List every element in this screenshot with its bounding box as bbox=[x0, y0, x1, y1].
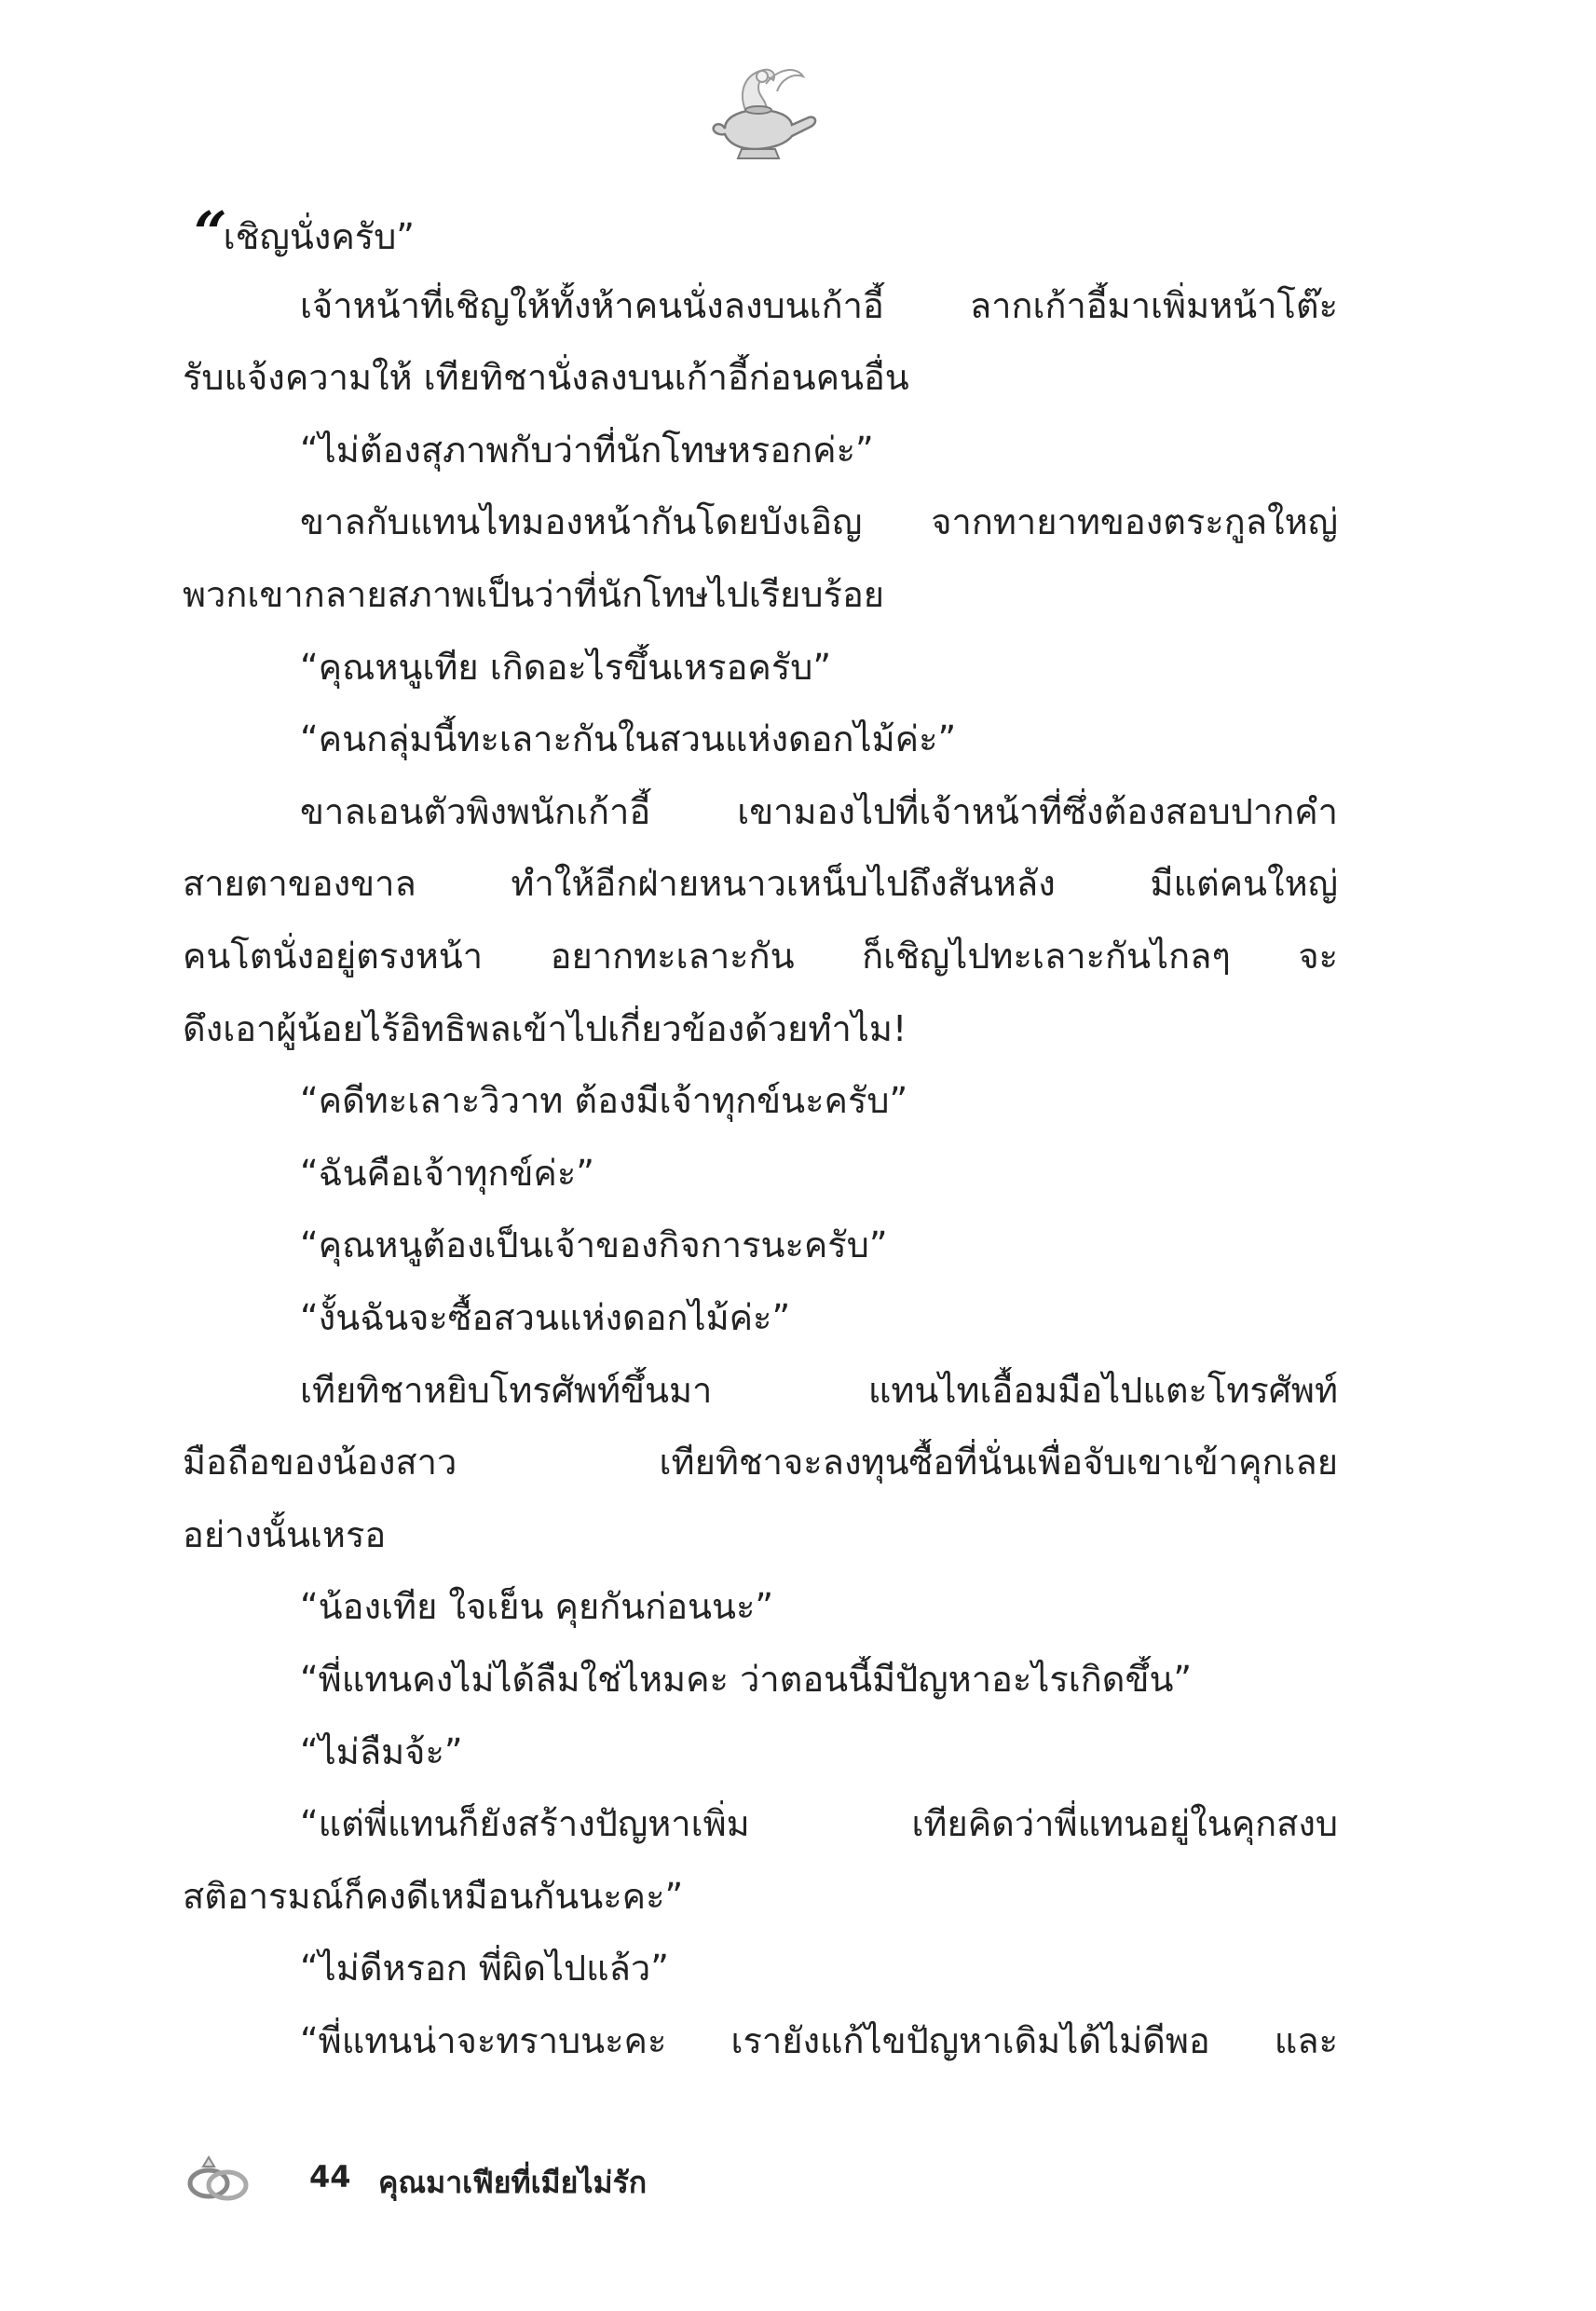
text-line bbox=[183, 499, 1338, 545]
text-line-content: “คุณหนูต้องเป็นเจ้าของกิจการนะครับ” bbox=[300, 1224, 888, 1266]
text-line-content: “คนกลุ่มนี้ทะเลาะกันในสวนแห่งดอกไม้ค่ะ” bbox=[300, 718, 957, 760]
text-line-content: “งั้นฉันจะซื้อสวนแห่งดอกไม้ค่ะ” bbox=[300, 1297, 791, 1338]
text-line-content: เจ้าหน้าที่เชิญให้ทั้งห้าคนนั่งลงบนเก้าอี้ ลากเก้าอี้มาเพิ่มหน้าโต๊ะ bbox=[300, 284, 1338, 326]
text-line-content: “แต่พี่แทนก็ยังสร้างปัญหาเพิ่ม เทียคิดว่าพี่แทนอยู่ในคุกสงบ bbox=[300, 1803, 1338, 1845]
text-line-content: “คุณหนูเทีย เกิดอะไรขึ้นเหรอครับ” bbox=[300, 646, 832, 688]
text-line bbox=[183, 860, 1338, 907]
text-line-content: สายตาของขาล ทำให้อีกฝ่ายหนาวเหน็บไปถึงสันหลัง มีแต่คนใหญ่ bbox=[183, 863, 1338, 905]
text-line-content: สติอารมณ์ก็คงดีเหมือนกันนะคะ” bbox=[183, 1875, 684, 1917]
genie-lamp-icon bbox=[688, 56, 827, 168]
text-line-content: ขาลเอนตัวพิงพนักเก้าอี้ เขามองไปที่เจ้าหน้าที่ซึ่งต้องสอบปากคำ bbox=[300, 790, 1338, 832]
text-line-content: “ไม่ดีหรอก พี่ผิดไปแล้ว” bbox=[300, 1948, 669, 1990]
text-line-content: รับแจ้งความให้ เทียทิชานั่งลงบนเก้าอี้ก่อนคนอื่น bbox=[183, 357, 909, 399]
text-line bbox=[183, 1367, 1338, 1414]
text-line bbox=[183, 210, 1338, 260]
text-line bbox=[183, 1656, 1338, 1702]
page-number: 44 bbox=[309, 2159, 351, 2195]
page-footer bbox=[183, 2148, 835, 2204]
text-line bbox=[183, 1222, 1338, 1268]
text-line bbox=[183, 427, 1338, 473]
text-line-content: พวกเขากลายสภาพเป็นว่าที่นักโทษไปเรียบร้อย bbox=[183, 574, 885, 615]
text-line bbox=[183, 2017, 1338, 2064]
text-line-content: “ไม่ลืมจ้ะ” bbox=[300, 1730, 463, 1772]
text-line bbox=[183, 1077, 1338, 1124]
text-line-content: “พี่แทนคงไม่ได้ลืมใช่ไหมคะ ว่าตอนนี้มีปัญหาอะไรเกิดขึ้น” bbox=[300, 1659, 1193, 1700]
text-line-content: “ฉันคือเจ้าทุกข์ค่ะ” bbox=[300, 1152, 594, 1194]
text-line bbox=[183, 1511, 1338, 1558]
text-line bbox=[183, 716, 1338, 762]
text-line bbox=[183, 1150, 1338, 1197]
text-line bbox=[183, 1439, 1338, 1485]
text-line bbox=[183, 933, 1338, 979]
text-line-content: ขาลกับแทนไทมองหน้ากันโดยบังเอิญ จากทายาทของตระกูลใหญ่ bbox=[300, 501, 1338, 543]
text-line bbox=[183, 1005, 1338, 1052]
text-line bbox=[183, 788, 1338, 835]
text-line-content: “คดีทะเลาะวิวาท ต้องมีเจ้าทุกข์นะครับ” bbox=[300, 1080, 908, 1122]
text-line-content: “ไม่ต้องสุภาพกับว่าที่นักโทษหรอกค่ะ” bbox=[300, 429, 874, 471]
text-line-content: มือถือของน้องสาว เทียทิชาจะลงทุนซื้อที่นั่นเพื่อจับเขาเข้าคุกเลย bbox=[183, 1442, 1338, 1484]
text-line bbox=[183, 1729, 1338, 1775]
text-line-content: เทียทิชาหยิบโทรศัพท์ขึ้นมา แทนไทเอื้อมมือไปแตะโทรศัพท์ bbox=[300, 1369, 1338, 1411]
text-line bbox=[183, 1294, 1338, 1341]
text-line bbox=[183, 282, 1338, 329]
text-line-content: “พี่แทนน่าจะทราบนะคะ เรายังแก้ไขปัญหาเดิมได้ไม่ดีพอ และ bbox=[300, 2020, 1338, 2061]
book-title: คุณมาเฟียที่เมียไม่รัก bbox=[378, 2165, 648, 2200]
text-line-content: “น้องเทีย ใจเย็น คุยกันก่อนนะ” bbox=[300, 1586, 774, 1628]
wedding-rings-icon bbox=[183, 2148, 253, 2204]
text-line bbox=[183, 571, 1338, 618]
text-line-content: อย่างนั้นเหรอ bbox=[183, 1513, 387, 1555]
text-line-content: คนโตนั่งอยู่ตรงหน้า อยากทะเลาะกัน ก็เชิญไปทะเลาะกันไกลๆ จะ bbox=[183, 936, 1338, 977]
text-line bbox=[183, 1945, 1338, 1991]
opening-quote-mark: “ bbox=[194, 210, 224, 260]
text-line bbox=[183, 644, 1338, 691]
text-line bbox=[183, 354, 1338, 401]
text-line-content: เชิญนั่งครับ” bbox=[223, 216, 415, 257]
text-line bbox=[183, 1583, 1338, 1630]
text-line-content: ดึงเอาผู้น้อยไร้อิทธิพลเข้าไปเกี่ยวข้องด้วยทำไม! bbox=[183, 1007, 907, 1049]
text-line bbox=[183, 1873, 1338, 1920]
text-line bbox=[183, 1800, 1338, 1847]
